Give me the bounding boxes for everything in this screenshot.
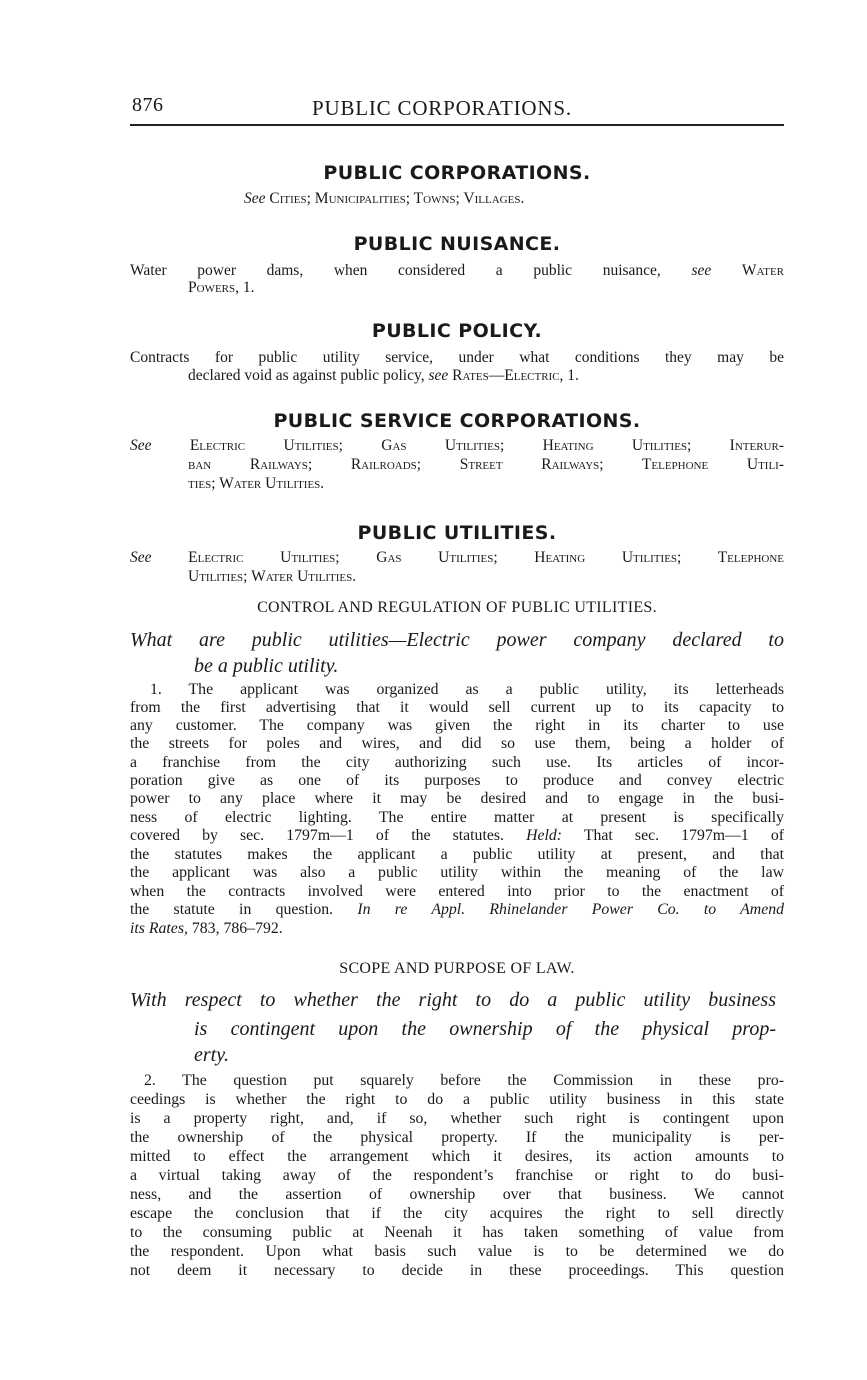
case-citation: its Rates, <box>130 920 188 937</box>
paragraph-line: poration give as one of its purposes to produce and convey electric <box>130 772 784 789</box>
section-title: SCOPE AND PURPOSE OF LAW. <box>339 960 575 977</box>
paragraph-line: the ownership of the physical property. If the municipality is per- <box>130 1129 784 1146</box>
paragraph-line: 2. The question put squarely before the Commission in these pro- <box>144 1072 784 1089</box>
paragraph-line: 1. The applicant was organized as a public utility, its letterheads <box>150 681 784 698</box>
headnote-line: erty. <box>194 1044 229 1066</box>
entry-line: ban Railways; Railroads; Street Railways; Telephone Utili- <box>188 456 784 473</box>
paragraph-line: escape the conclusion that if the city acquires the right to sell directly <box>130 1205 784 1222</box>
see-prefix: see <box>691 262 712 279</box>
paragraph-line: is a property right, and, if so, whether such right is contingent upon <box>130 1110 784 1127</box>
paragraph-line: the streets for poles and wires, and did so use them, being a holder of <box>130 735 784 752</box>
paragraph-line: the applicant was also a public utility within the meaning of the law <box>130 864 784 881</box>
page-number: 876 <box>132 94 164 116</box>
paragraph-line: mitted to effect the arrangement which it desires, its action amounts to <box>130 1148 784 1165</box>
paragraph-line: a franchise from the city authorizing such use. Its articles of incor- <box>130 754 784 771</box>
paragraph-line: ness, and the assertion of ownership over that business. We cannot <box>130 1186 784 1203</box>
heading-public-utilities: PUBLIC UTILITIES. <box>357 522 557 544</box>
cross-reference-text: Water <box>741 262 785 279</box>
entry-line <box>188 367 579 385</box>
cross-reference <box>244 190 524 208</box>
entry-line <box>130 262 784 280</box>
paragraph-line: not deem it necessary to decide in these proceedings. This question <box>130 1262 784 1279</box>
paragraph-line: ness of electric lighting. The entire matter at present is specifically <box>130 809 784 826</box>
entry-text: Water power dams, when considered a public nuisance, <box>130 262 661 279</box>
cross-reference-text: Rates—Electric, 1. <box>452 367 579 384</box>
paragraph-line: any customer. The company was given the right in its charter to use <box>130 717 784 734</box>
section-title: CONTROL AND REGULATION OF PUBLIC UTILITIES. <box>257 599 657 616</box>
see-prefix: See <box>130 437 152 454</box>
paragraph-line: the respondent. Upon what basis such value is to be determined we do <box>130 1243 784 1260</box>
paragraph-line <box>130 920 283 938</box>
entry-line: Contracts for public utility service, under what conditions they may be <box>130 349 784 366</box>
paragraph-line: a virtual taking away of the respondent’s franchise or right to do busi- <box>130 1167 784 1184</box>
heading-public-corporations: PUBLIC CORPORATIONS. <box>323 162 591 184</box>
entry-line <box>130 549 784 567</box>
paragraph-line <box>130 901 784 919</box>
paragraph-line: from the first advertising that it would sell current up to its capacity to <box>130 699 784 716</box>
headnote-line: is contingent upon the ownership of the physical prop- <box>194 1018 776 1040</box>
holding-label: Held: <box>526 827 563 844</box>
heading-public-nuisance: PUBLIC NUISANCE. <box>353 233 561 255</box>
cross-reference-text: Cities; Municipalities; Towns; Villages. <box>269 190 525 207</box>
paragraph-line: the statutes makes the applicant a public utility at present, and that <box>130 846 784 863</box>
running-title: PUBLIC CORPORATIONS. <box>312 96 572 120</box>
heading-public-policy: PUBLIC POLICY. <box>371 320 543 342</box>
paragraph-line: ceedings is whether the right to do a public utility business in this state <box>130 1091 784 1108</box>
see-prefix: see <box>428 367 449 384</box>
page-citation: 783, 786–792. <box>191 920 283 937</box>
paragraph-line <box>130 827 784 845</box>
cross-reference-text: Electric Utilities; Gas Utilities; Heating Utilities; Interur- <box>189 437 784 454</box>
entry-line: ties; Water Utilities. <box>188 475 325 492</box>
cross-reference-text: Electric Utilities; Gas Utilities; Heating Utilities; Telephone <box>188 549 784 566</box>
entry-line: Utilities; Water Utilities. <box>188 568 357 585</box>
running-head <box>130 94 784 124</box>
entry-line <box>130 437 784 455</box>
headnote-line: With respect to whether the right to do a public utility business <box>130 989 776 1011</box>
entry-line: Powers, 1. <box>188 279 255 296</box>
paragraph-line: power to any place where it may be desired and to engage in the busi- <box>130 790 784 807</box>
paragraph-text: covered by sec. 1797m—1 of the statutes. <box>130 827 504 844</box>
paragraph-line: to the consuming public at Neenah it has taken something of value from <box>130 1224 784 1241</box>
see-prefix: See <box>130 549 152 566</box>
heading-public-service-corporations: PUBLIC SERVICE CORPORATIONS. <box>273 410 641 432</box>
headnote-line: be a public utility. <box>194 655 339 677</box>
paragraph-text: That sec. 1797m—1 of <box>583 827 785 844</box>
headnote-line: What are public utilities—Electric power company declared to <box>130 629 784 651</box>
case-citation: In re Appl. Rhinelander Power Co. to Amend <box>357 901 784 918</box>
see-prefix: See <box>244 190 266 207</box>
entry-text: declared void as against public policy, <box>188 367 425 384</box>
header-rule <box>130 124 784 126</box>
paragraph-text: the statute in question. <box>130 901 334 918</box>
paragraph-line: when the contracts involved were entered into prior to the enactment of <box>130 883 784 900</box>
